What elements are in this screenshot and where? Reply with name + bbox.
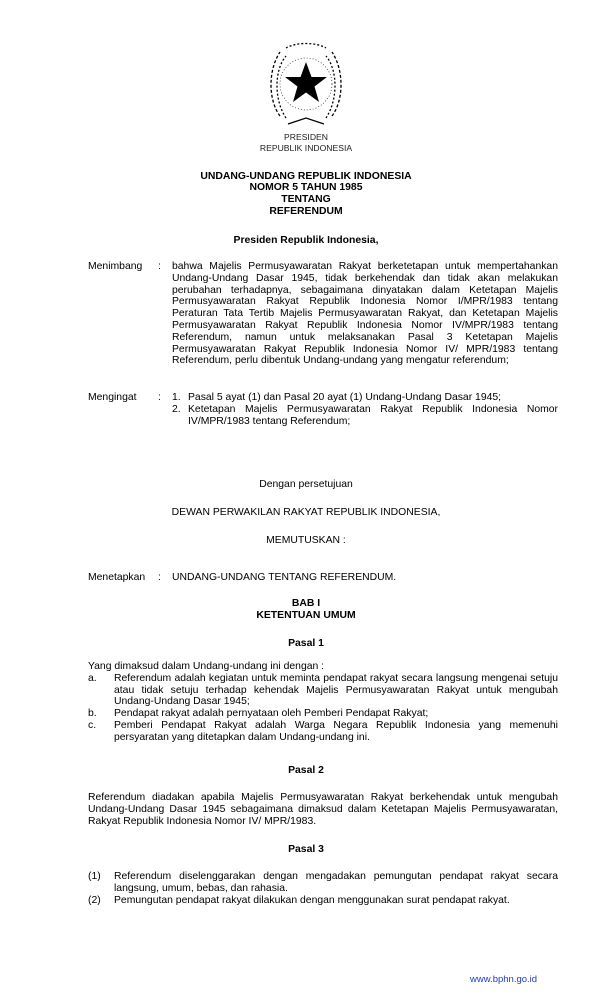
bab-title: BAB I xyxy=(291,598,321,609)
pasal3-item: (1) Referendum diselenggarakan dengan mengadakan pemungutan pendapat rakyat secara langsung, umum, bebas, dan rahasia. xyxy=(88,871,558,894)
president-heading: Presiden Republik Indonesia, xyxy=(233,235,379,246)
mengingat-item: 1. Pasal 5 ayat (1) dan Pasal 20 ayat (1) Undang-Undang Dasar 1945; xyxy=(172,392,502,403)
mengingat-item: 2. Ketetapan Majelis Permusyawaratan Rakyat Republik Indonesia Nomor IV/MPR/1983 tentang Referendum; xyxy=(172,403,558,427)
colon: : xyxy=(158,572,161,583)
memutuskan: MEMUTUSKAN : xyxy=(266,535,346,546)
persetujuan: Dengan persetujuan xyxy=(259,479,353,490)
menimbang-text: bahwa Majelis Permusyawaratan Rakyat berketetapan untuk mempertahankan Undang-Undang Dasar 1945, tidak berkehendak dan tidak akan melakukan perubahan terhadapnya, sebagaimana dinyatakan dalam Ketetapan Majelis Permusyawaratan Rakyat Republik Indonesia Nomor I/MPR/1983 tentang Peraturan Tata Tertib Majelis Permusyawaratan Rakyat, dan Ketetapan Majelis Permusyawaratan Rakyat Republik Indonesia Nomor IV/MPR/1983 tentang Referendum, namun untuk melaksanakan Pasal 3 Ketetapan Majelis Permusyawaratan Rakyat Republik Indonesia Nomor IV/ MPR/1983 tentang Referendum, perlu dibentuk Undang-undang yang mengatur referendum; xyxy=(172,261,558,367)
pasal1-item: b. Pendapat rakyat adalah pernyataan oleh Pemberi Pendapat Rakyat; xyxy=(88,708,429,720)
garuda-star-emblem xyxy=(266,40,346,130)
menetapkan-label: Menetapkan xyxy=(88,572,146,583)
pasal1-item: a. Referendum adalah kegiatan untuk meminta pendapat rakyat secara langsung mengenai setuju atau tidak setuju terhadap kehendak Majelis Permusyawaratan Rakyat untuk mengubah Undang-Undang Dasar 1945; xyxy=(88,672,558,708)
menimbang-label: Menimbang xyxy=(88,261,143,272)
dpr: DEWAN PERWAKILAN RAKYAT REPUBLIK INDONESIA, xyxy=(171,507,441,518)
title-line3: TENTANG xyxy=(281,194,331,205)
bphn-link[interactable]: www.bphn.go.id xyxy=(470,974,538,985)
pasal3-item: (2) Pemungutan pendapat rakyat dilakukan dengan menggunakan surat pendapat rakyat. xyxy=(88,894,510,906)
pasal2-title: Pasal 2 xyxy=(288,765,324,776)
header-line1: PRESIDEN xyxy=(284,132,328,142)
pasal1-body xyxy=(88,661,558,744)
pasal3-body xyxy=(88,871,558,906)
colon: : xyxy=(158,261,161,272)
colon: : xyxy=(158,392,161,403)
title-line4: REFERENDUM xyxy=(269,206,343,217)
pasal1-intro: Yang dimaksud dalam Undang-undang ini dengan : xyxy=(88,661,325,672)
pasal1-title: Pasal 1 xyxy=(288,638,324,649)
title-line1: UNDANG-UNDANG REPUBLIK INDONESIA xyxy=(200,171,412,182)
pasal1-item: c. Pemberi Pendapat Rakyat adalah Warga Negara Republik Indonesia yang memenuhi persyaratan yang ditetapkan dalam Undang-undang ini. xyxy=(88,719,558,743)
header-line2: REPUBLIK INDONESIA xyxy=(259,143,353,153)
menetapkan-text: UNDANG-UNDANG TENTANG REFERENDUM. xyxy=(172,572,397,583)
mengingat-label: Mengingat xyxy=(88,392,137,403)
pasal3-title: Pasal 3 xyxy=(288,844,324,855)
pasal2-text: Referendum diadakan apabila Majelis Permusyawaratan Rakyat berkehendak untuk mengubah Undang-Undang Dasar 1945 sebagaimana dimaksud dalam Ketetapan Majelis Permusyawaratan, Rakyat Republik Indonesia Nomor IV/ MPR/1983. xyxy=(88,792,558,827)
title-line2: NOMOR 5 TAHUN 1985 xyxy=(249,182,363,193)
bab-subtitle: KETENTUAN UMUM xyxy=(256,610,356,621)
